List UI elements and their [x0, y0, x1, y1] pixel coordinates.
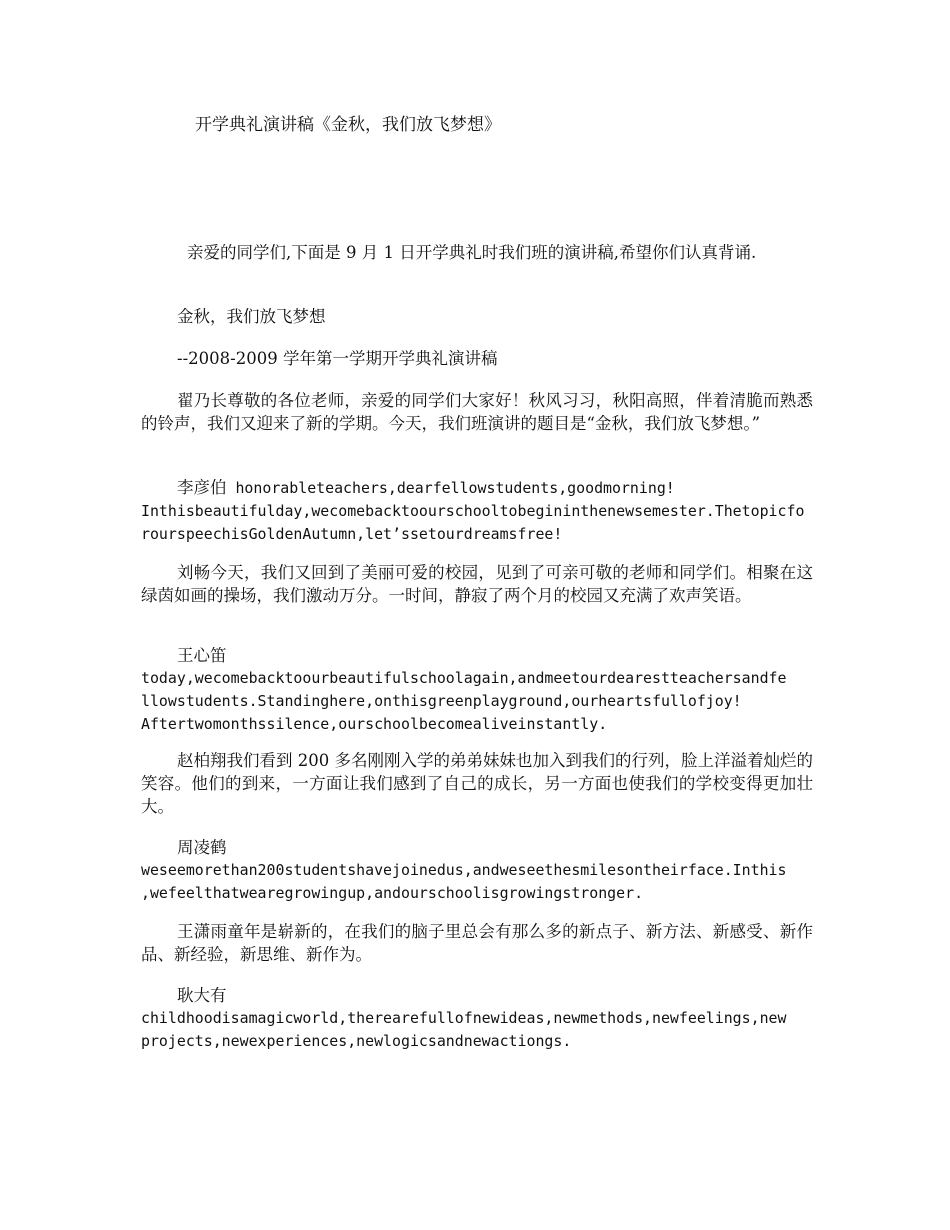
document-title: 开学典礼演讲稿《金秋，我们放飞梦想》	[195, 115, 501, 135]
speech-paragraph	[141, 561, 813, 607]
paragraph-text: 尊敬的各位老师，亲爱的同学们大家好！秋风习习，秋阳高照，伴着清脆而熟悉的铃声，我们又迎来了新的学期。今天，我们班演讲的题目是“金秋，我们放飞梦想。”	[141, 391, 814, 433]
paragraph-line: today,wecomebacktoourbeautifulschoolagain,andmeetourdearestteachersandfe	[141, 669, 787, 687]
paragraph-line: llowstudents.Standinghere,onthisgreenplayground,ourheartsfullofjoy!	[141, 692, 742, 710]
speaker-name: 翟乃长	[177, 391, 228, 410]
speaker-name: 李彦伯	[177, 478, 227, 497]
speech-paragraph-english	[141, 984, 813, 1053]
speech-paragraph-english	[141, 644, 813, 736]
paragraph-line: ,wefeelthatwearegrowingup,andourschoolisgrowingstronger.	[141, 884, 644, 902]
speaker-name: 刘畅	[177, 563, 211, 582]
intro-paragraph: 亲爱的同学们,下面是 9 月 1 日开学典礼时我们班的演讲稿,希望你们认真背诵.	[187, 243, 757, 262]
paragraph-line: weseemorethan200studentshavejoinedus,andweseethesmilesontheirface.Inthis	[141, 861, 787, 879]
speech-paragraph	[141, 389, 813, 435]
paragraph-line: childhoodisamagicworld,therearefullofnewideas,newmethods,newfeelings,new	[141, 1009, 787, 1027]
paragraph-text: 今天，我们又回到了美丽可爱的校园，见到了可亲可敬的老师和同学们。相聚在这绿茵如画的操场，我们激动万分。一时间，静寂了两个月的校园又充满了欢声笑语。	[141, 563, 814, 605]
speaker-name: 王潇雨	[177, 922, 228, 941]
speech-paragraph-english	[141, 836, 813, 905]
speaker-name: 周凌鹤	[177, 838, 227, 857]
speech-paragraph	[141, 749, 813, 818]
speaker-name: 耿大有	[177, 986, 227, 1005]
paragraph-text: 童年是崭新的，在我们的脑子里总会有那么多的新点子、新方法、新感受、新作品、新经验，新思维、新作为。	[141, 922, 814, 964]
speaker-name: 王心笛	[177, 646, 227, 665]
paragraph-line: rourspeechisGoldenAutumn,let’ssetourdreamsfree!	[141, 525, 563, 543]
speaker-name: 赵柏翔	[177, 751, 227, 770]
paragraph-line: Aftertwomonthssilence,ourschoolbecomealiveinstantly.	[141, 715, 608, 733]
speech-subtitle: --2008-2009 学年第一学期开学典礼演讲稿	[177, 349, 498, 368]
paragraph-line: Inthisbeautifulday,wecomebacktoourschooltobegininthenewsemester.Thetopicfo	[141, 502, 805, 520]
paragraph-text: 我们看到 200 多名刚刚入学的弟弟妹妹也加入到我们的行列，脸上洋溢着灿烂的笑容。他们的到来，一方面让我们感到了自己的成长，另一方面也使我们的学校变得更加壮大。	[141, 751, 814, 816]
speech-paragraph	[141, 920, 813, 966]
paragraph-line: projects,newexperiences,newlogicsandnewactiongs.	[141, 1032, 572, 1050]
speech-title: 金秋，我们放飞梦想	[177, 307, 326, 326]
speech-paragraph-english	[141, 476, 813, 546]
paragraph-line: honorableteachers,dearfellowstudents,goodmorning!	[235, 479, 675, 497]
